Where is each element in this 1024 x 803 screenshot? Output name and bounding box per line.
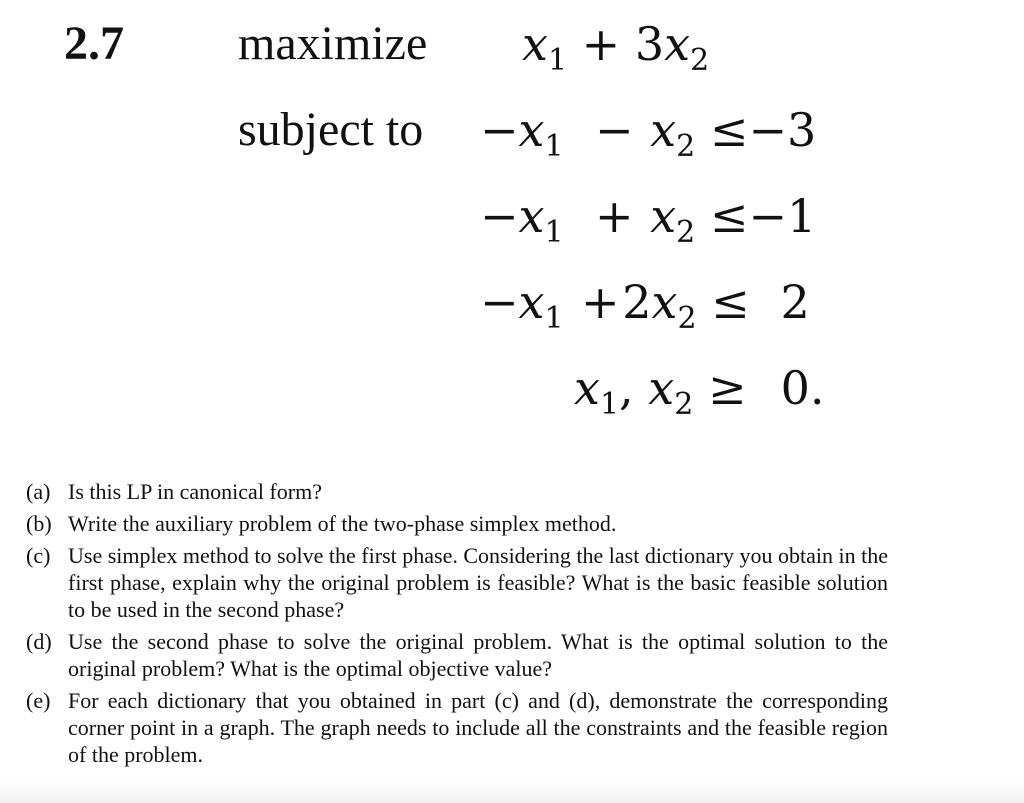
part-text: For each dictionary that you obtained in part (c) and (d), demonstrate the corresponding corner point in a graph. The graph needs to include all the constraints and the feasible region of the problem.	[68, 688, 888, 767]
part-c	[26, 542, 888, 623]
subject-to-label: subject to	[238, 103, 424, 156]
problem-number: 2.7	[64, 17, 124, 70]
objective-function	[522, 14, 710, 78]
objective-coef: + 3	[581, 17, 665, 71]
bottom-fade	[0, 781, 1024, 803]
part-b	[26, 510, 888, 537]
constraint-1: $-x_1 - x_2 \le-3$	[480, 103, 817, 164]
part-label: (c)	[26, 543, 51, 568]
maximize-label: maximize	[238, 17, 428, 70]
part-d	[26, 628, 888, 682]
part-label: (a)	[26, 479, 51, 504]
part-text: Use the second phase to solve the original problem. What is the optimal solution to the original problem? What is the optimal objective value?	[68, 629, 888, 681]
part-label: (e)	[26, 688, 51, 713]
part-label: (d)	[26, 629, 52, 654]
part-text: Use simplex method to solve the first phase. Considering the last dictionary you obtain in the first phase, explain why the original problem is feasible? What is the basic feasible solution to be used in the second phase?	[68, 543, 888, 622]
part-text: Write the auxiliary problem of the two-phase simplex method.	[68, 511, 617, 536]
part-a	[26, 478, 888, 505]
part-e	[26, 687, 888, 768]
objective-sub-1: 1	[547, 43, 568, 78]
question-parts	[26, 478, 888, 773]
nonnegativity-constraint: $x_1$, $x_2 \ge 0$.	[574, 361, 825, 422]
objective-sub-2: 2	[690, 43, 710, 78]
objective-var-x2: x	[664, 17, 691, 71]
part-label: (b)	[26, 511, 52, 536]
constraint-3: $-x_1 +2x_2 \le 2$	[480, 275, 810, 336]
part-text: Is this LP in canonical form?	[68, 479, 322, 504]
objective-var-x1: x	[522, 17, 548, 71]
constraint-2: $-x_1 + x_2 \le-1$	[480, 189, 817, 250]
